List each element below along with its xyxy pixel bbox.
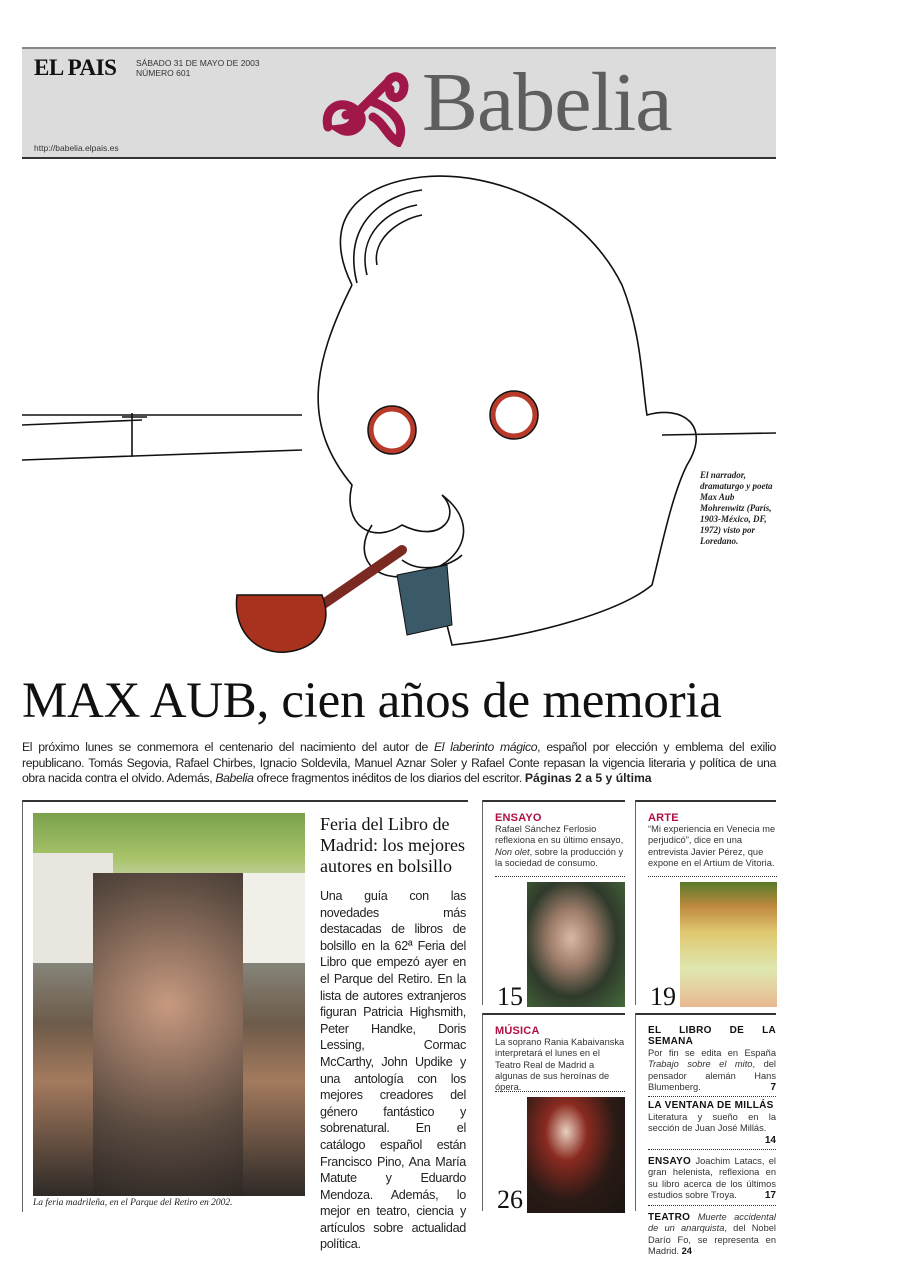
feria-headline[interactable]: Feria del Libro de Madrid: los mejores autores en bolsillo <box>320 814 465 876</box>
lede-text: ofrece fragmentos inéditos de los diarios del escritor. <box>253 771 525 785</box>
illustration-caption: El narrador, dramaturgo y poeta Max Aub Mohrenwitz (París, 1903-México, DF, 1972) visto por Loredano. <box>700 470 773 546</box>
section-label: ARTE <box>648 812 679 824</box>
lede-title: Babelia <box>215 771 254 785</box>
brief-millas[interactable]: LA VENTANA DE MILLÁS Literatura y sueño en la sección de Juan José Millás. 14 <box>648 1097 776 1150</box>
briefs-column <box>635 1013 777 1256</box>
divider <box>495 876 625 877</box>
feria-article <box>22 800 468 1252</box>
masthead <box>22 47 776 159</box>
lede-text: , español por elección y emblema del exilio republicano. Tomás Segovia, Rafael Chirbes, Ignacio Soldevila, Manuel Aznar Soler y Rafael Conte repasan la vigencia literaria y política de una obra nacida contra el olvido. Además, <box>22 740 776 785</box>
teaser-text: La soprano Rania Kabaivanska interpretará el lunes en el Teatro Real de Madrid a algunas de sus heroínas de ópera. <box>495 1037 625 1093</box>
section-label: MÚSICA <box>495 1025 540 1037</box>
section-label: ENSAYO <box>648 1156 692 1168</box>
section-label: TEATRO <box>648 1211 691 1223</box>
page-number: 26 <box>497 1185 523 1214</box>
section-label: LA VENTANA DE MILLÁS <box>648 1100 774 1112</box>
feria-body: Una guía con las novedades más destacadas de libros de bolsillo en la 62ª Feria del Libro que empezó ayer en el Parque del Retiro. En la lista de autores extranjeros figuran Patricia Highsmith, Peter Handke, Doris Lessing, Cormac McCarthy, John Updike y una antología con los mejores creadores del género fantástico y sobrenatural. En el catálogo español están Francisco Pino, Ana María Matute y Eduardo Mendoza. Además, lo mejor en teatro, ciencia y artículos sobre actualidad política. <box>320 889 466 1252</box>
page-reference[interactable]: Páginas 2 a 5 y última <box>524 771 652 785</box>
issue-date: SÁBADO 31 DE MAYO DE 2003 <box>136 58 260 68</box>
teaser-musica[interactable] <box>482 1013 625 1214</box>
supplement-title: Babelia <box>422 56 672 149</box>
soprano-photo <box>527 1097 625 1213</box>
teaser-text: “Mi experiencia en Venecia me perjudicó”, dice en una entrevista Javier Pérez, que expone en el Artium de Vitoria. <box>648 824 776 868</box>
section-label: ENSAYO <box>495 812 542 824</box>
lede-title: El laberinto mágico <box>434 740 538 754</box>
brief-ensayo[interactable]: ENSAYO Joachim Latacs, el gran helenista, reflexiona en su libro acerca de los últimos estudios sobre Troya. 17 <box>648 1150 776 1206</box>
photo-caption: La feria madrileña, en el Parque del Retiro en 2002. <box>33 1198 233 1208</box>
section-label: EL LIBRO DE LA SEMANA <box>648 1025 776 1048</box>
teaser-text: Rafael Sánchez Ferlosio reflexiona en su último ensayo, Non olet, sobre la producción y la sociedad de consumo. <box>495 824 624 868</box>
main-headline[interactable]: MAX AUB, cien años de memoria <box>22 673 722 729</box>
artwork-photo <box>680 882 777 1007</box>
brief-teatro[interactable]: TEATRO Muerte accidental de un anarquista, del Nobel Darío Fo, se representa en Madrid. 24 <box>648 1211 776 1256</box>
book-fair-photo <box>33 813 305 1196</box>
brief-libro[interactable]: EL LIBRO DE LA SEMANA Por fin se edita en España Trabajo sobre el mito, del pensador alemán Hans Blumenberg. 7 <box>648 1025 776 1097</box>
page-number: 17 <box>764 1190 776 1202</box>
page-number: 7 <box>770 1082 776 1094</box>
divider <box>495 1091 625 1092</box>
lede-text: El próximo lunes se conmemora el centenario del nacimiento del autor de <box>22 740 435 754</box>
divider <box>648 876 777 877</box>
teaser-ensayo[interactable] <box>482 800 625 1011</box>
issue-info <box>136 58 260 78</box>
teaser-arte[interactable] <box>635 800 776 1011</box>
main-lede <box>22 740 776 787</box>
page-number: 15 <box>497 982 523 1011</box>
caricature-illustration <box>22 165 776 670</box>
page-number: 24 <box>681 1245 692 1256</box>
issue-number: NÚMERO 601 <box>136 68 191 78</box>
page-number: 19 <box>650 982 676 1011</box>
website-link[interactable]: http://babelia.elpais.es <box>34 143 119 153</box>
page-number: 14 <box>764 1134 776 1146</box>
ferlosio-photo <box>527 882 625 1007</box>
newspaper-logo: EL PAIS <box>34 55 117 80</box>
babelia-flourish-icon <box>318 67 418 147</box>
